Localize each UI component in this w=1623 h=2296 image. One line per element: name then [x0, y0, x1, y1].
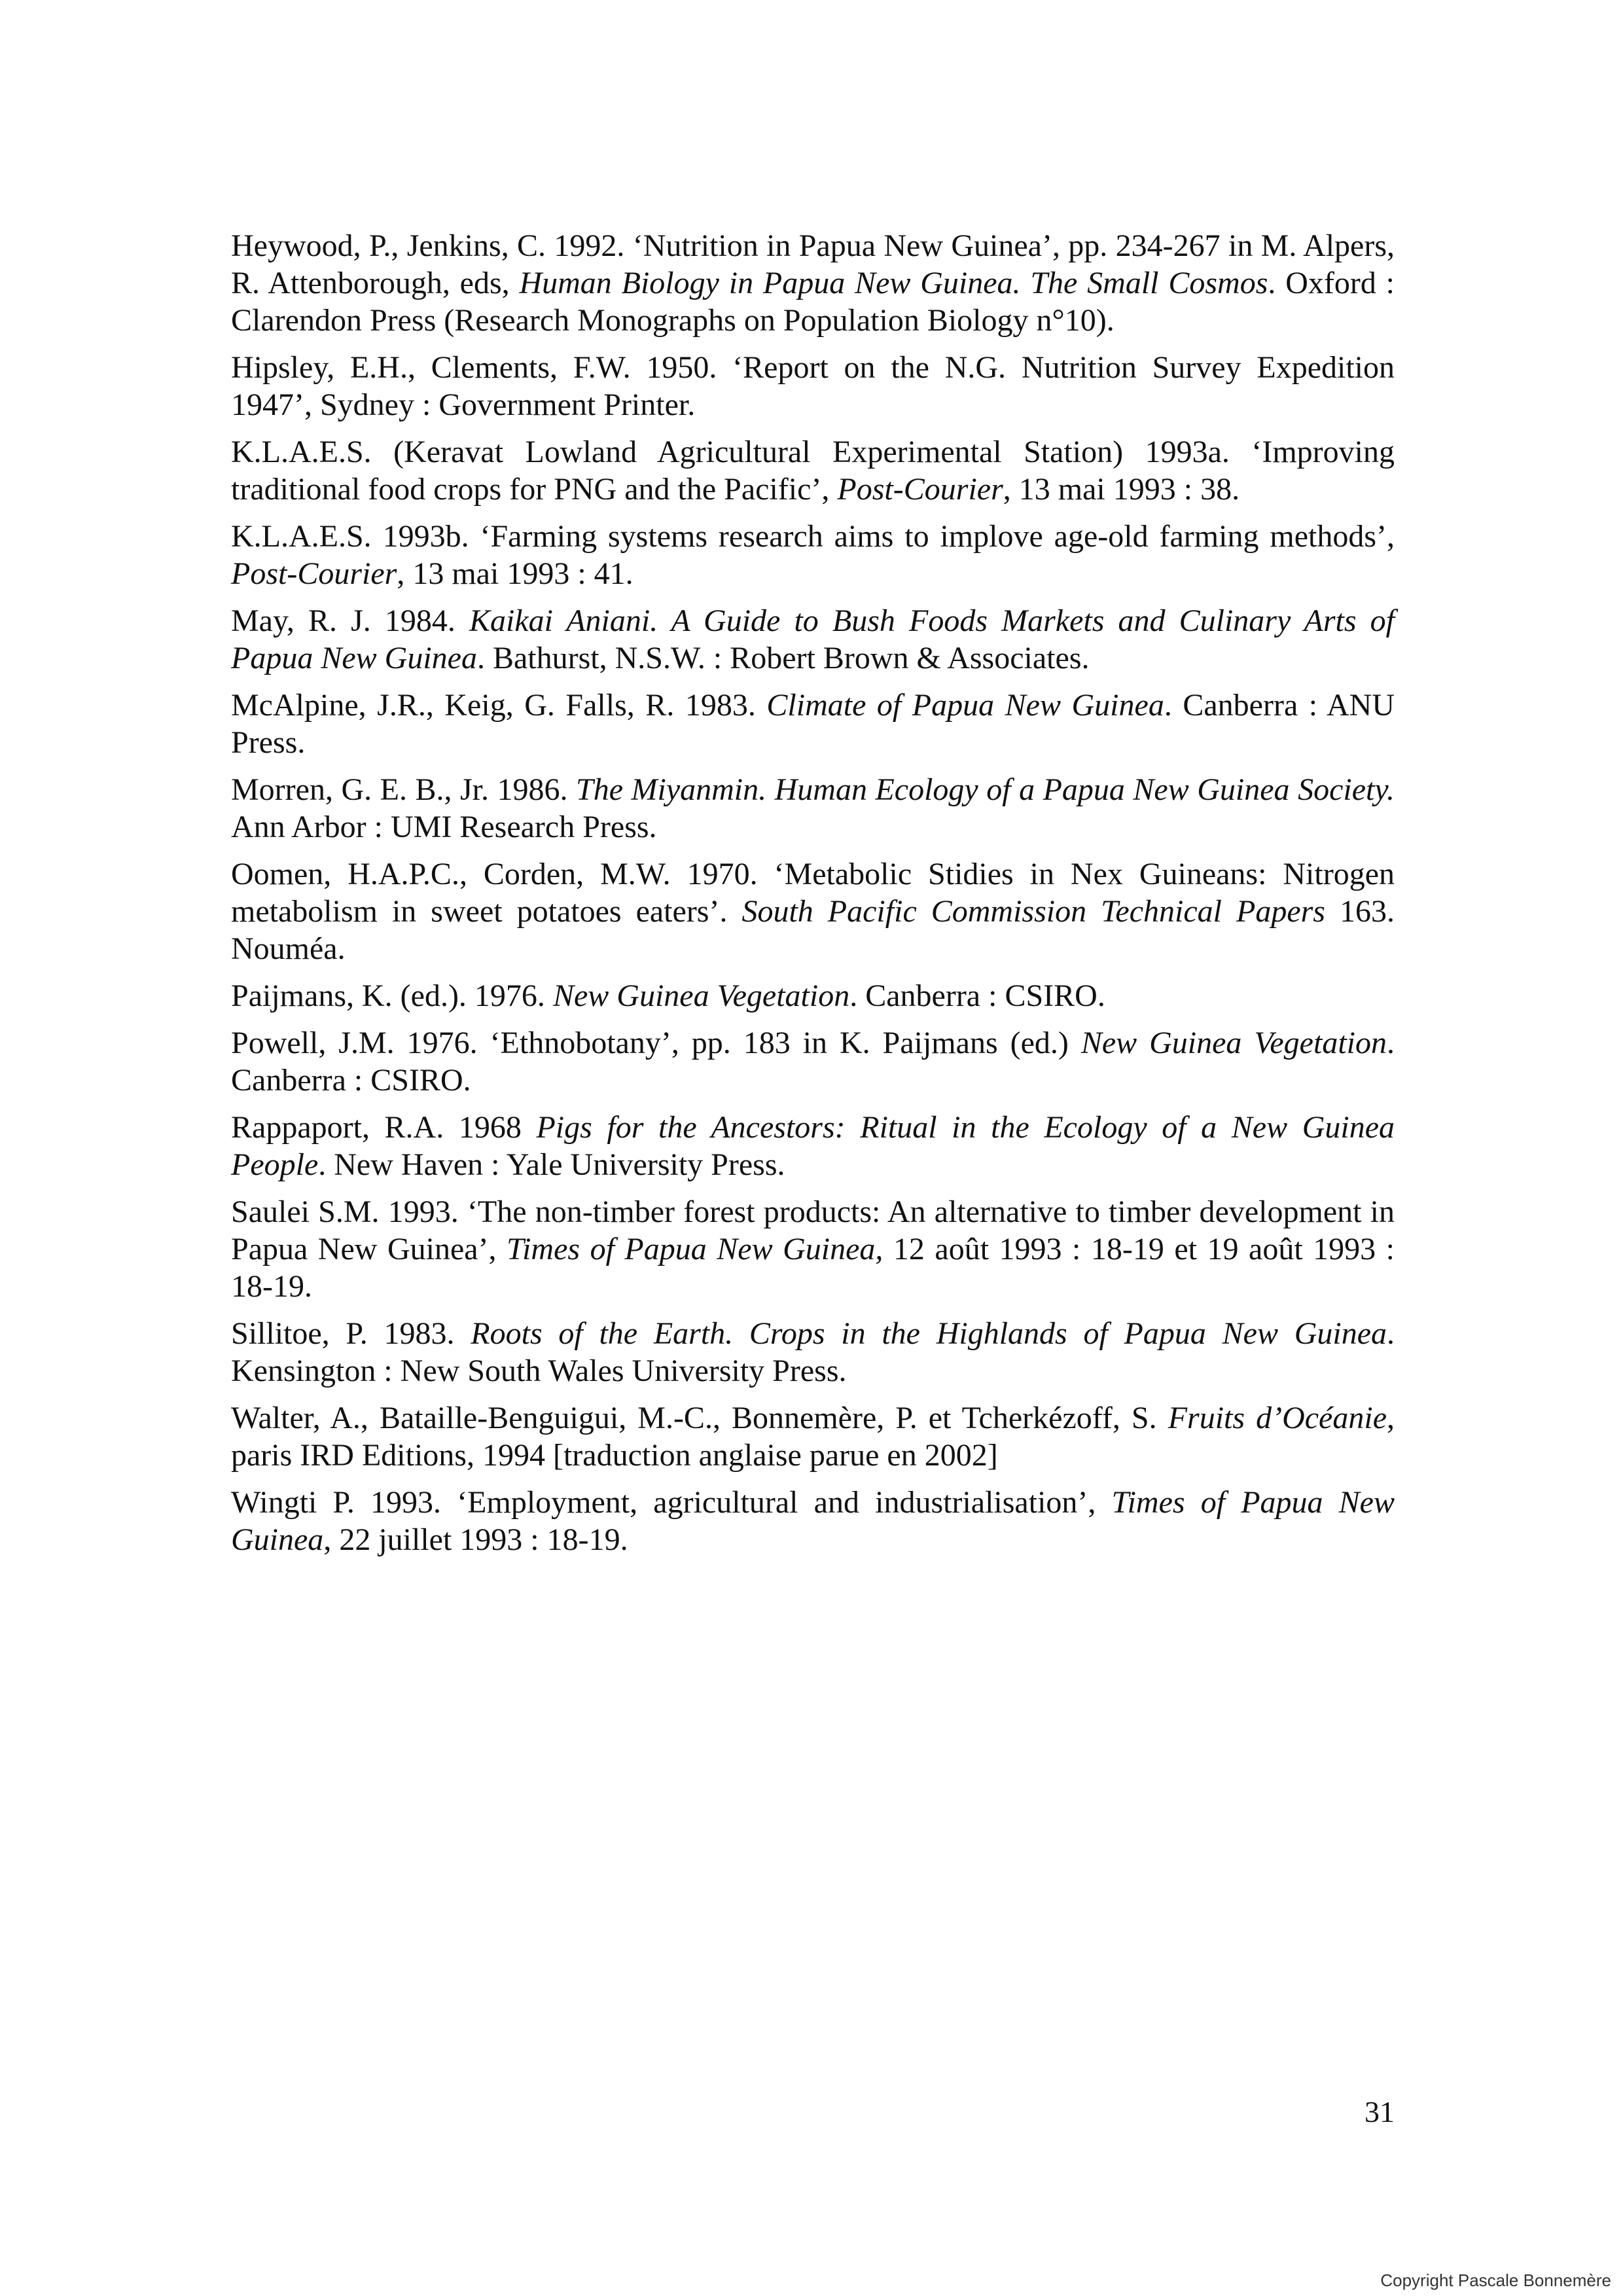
reference-text: Wingti P. 1993. ‘Employment, agricultural and industrialisation’,: [231, 1485, 1112, 1520]
reference-entry: [231, 1024, 1395, 1099]
reference-text-end: , 22 juillet 1993 : 18-19.: [323, 1522, 628, 1557]
reference-title: South Pacific Commission Technical Papers: [741, 894, 1325, 929]
reference-entry: [231, 1193, 1395, 1305]
reference-text: Paijmans, K. (ed.). 1976.: [231, 978, 553, 1013]
reference-entry: [231, 977, 1395, 1014]
reference-text: K.L.A.E.S. (Keravat Lowland Agricultural Experimental Station) 1993a. ‘Improving traditional food crops for PNG and the Pacific’,: [231, 435, 1395, 507]
reference-title: Post-Courier: [231, 556, 397, 591]
reference-title: Times of Papua New Guinea,: [507, 1232, 883, 1266]
reference-text-end: 12 août 1993 : 18-19 et 19 août 1993 : 18-19.: [231, 1232, 1395, 1304]
reference-text: Morren, G. E. B., Jr. 1986.: [231, 772, 576, 807]
reference-text: Walter, A., Bataille-Benguigui, M.-C., Bonnemère, P. et Tcherkézoff, S.: [231, 1401, 1168, 1435]
reference-text-end: . Kensington : New South Wales University Press.: [231, 1316, 1395, 1388]
reference-title: Climate of Papua New Guinea: [766, 688, 1164, 723]
reference-title: Post-Courier: [837, 472, 1003, 507]
reference-title: Human Biology in Papua New Guinea. The Small Cosmos: [519, 266, 1268, 300]
reference-text-end: , paris IRD Editions, 1994 [traduction anglaise parue en 2002]: [231, 1401, 1395, 1473]
reference-text: McAlpine, J.R., Keig, G. Falls, R. 1983.: [231, 688, 767, 723]
reference-entry: [231, 687, 1395, 761]
reference-entry: [231, 1315, 1395, 1390]
reference-text-end: , 13 mai 1993 : 38.: [1003, 472, 1240, 507]
reference-text-end: . New Haven : Yale University Press.: [318, 1147, 785, 1182]
reference-entry: [231, 518, 1395, 592]
reference-entry: [231, 771, 1395, 846]
reference-text: Rappaport, R.A. 1968: [231, 1110, 537, 1145]
reference-text: Saulei S.M. 1993. ‘The non-timber forest products: An alternative to timber development in Papua New Guinea’,: [231, 1194, 1395, 1266]
reference-text: K.L.A.E.S. 1993b. ‘Farming systems research aims to implove age-old farming methods’,: [231, 519, 1395, 554]
reference-title: Pigs for the Ancestors: Ritual in the Ecology of a New Guinea People: [231, 1110, 1395, 1182]
reference-text: Hipsley, E.H., Clements, F.W. 1950. ‘Report on the N.G. Nutrition Survey Expedition 1947’, Sydney : Government Printer.: [231, 350, 1395, 422]
reference-text-end: . Bathurst, N.S.W. : Robert Brown & Associates.: [476, 641, 1090, 675]
reference-title: The Miyanmin. Human Ecology of a Papua New Guinea Society.: [576, 772, 1395, 807]
reference-entry: [231, 433, 1395, 508]
reference-entry: [231, 1484, 1395, 1558]
reference-entry: [231, 1109, 1395, 1183]
reference-title: Fruits d’Océanie: [1168, 1401, 1387, 1435]
reference-text-end: . Oxford : Clarendon Press (Research Monographs on Population Biology n°10).: [231, 266, 1395, 338]
reference-entry: [231, 227, 1395, 339]
reference-text-end: . Canberra : ANU Press.: [231, 688, 1395, 760]
reference-title: New Guinea Vegetation: [1080, 1026, 1387, 1060]
reference-text: Powell, J.M. 1976. ‘Ethnobotany’, pp. 183 in K. Paijmans (ed.): [231, 1026, 1081, 1060]
reference-text: Sillitoe, P. 1983.: [231, 1316, 471, 1351]
reference-text-end: . Canberra : CSIRO.: [231, 1026, 1395, 1098]
reference-entry: [231, 602, 1395, 677]
copyright-notice: Copyright Pascale Bonnemère: [1380, 2270, 1611, 2290]
reference-entry: [231, 1399, 1395, 1474]
reference-text-end: . Canberra : CSIRO.: [849, 978, 1105, 1013]
reference-text: Heywood, P., Jenkins, C. 1992. ‘Nutrition in Papua New Guinea’, pp. 234-267 in M. Alpers, R. Attenborough, eds,: [231, 228, 1395, 300]
reference-title: Kaikai Aniani. A Guide to Bush Foods Markets and Culinary Arts of Papua New Guinea: [231, 603, 1395, 675]
reference-text-end: Ann Arbor : UMI Research Press.: [231, 810, 657, 844]
reference-title: New Guinea Vegetation: [552, 978, 850, 1013]
reference-text-end: 163. Nouméa.: [231, 894, 1395, 966]
reference-entry: [231, 349, 1395, 423]
reference-text: Oomen, H.A.P.C., Corden, M.W. 1970. ‘Metabolic Stidies in Nex Guineans: Nitrogen metabolism in sweet potatoes eaters’.: [231, 857, 1395, 929]
reference-text: May, R. J. 1984.: [231, 603, 469, 638]
reference-title: Times of Papua New Guinea: [231, 1485, 1395, 1557]
reference-list: [231, 227, 1395, 1568]
page-number: 31: [1364, 2095, 1395, 2128]
reference-text-end: , 13 mai 1993 : 41.: [397, 556, 633, 591]
reference-title: Roots of the Earth. Crops in the Highlands of Papua New Guinea: [471, 1316, 1387, 1351]
reference-entry: [231, 855, 1395, 967]
